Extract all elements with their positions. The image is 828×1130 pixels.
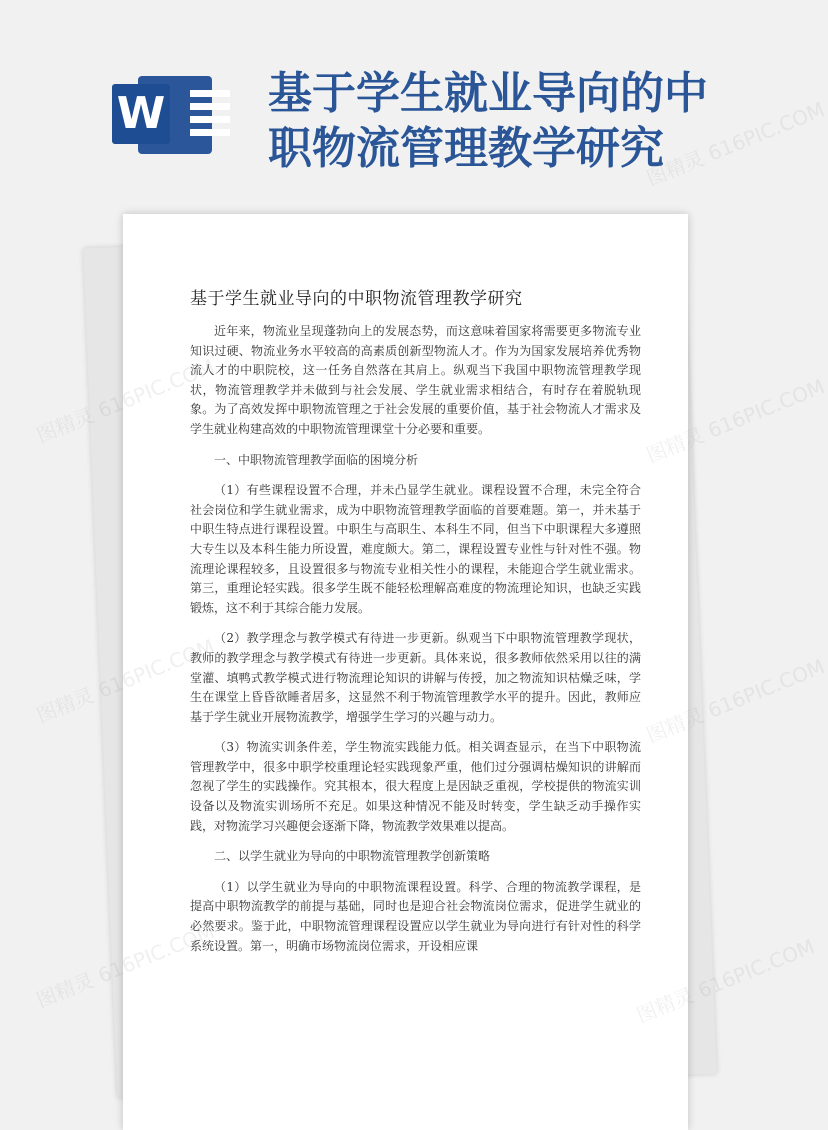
watermark: 图精灵 616PIC.COM [632,934,818,1028]
paragraph-1-2: （2）教学理念与教学模式有待进一步更新。纵观当下中职物流管理教学现状，教师的教学理念与教学模式有待进一步更新。具体来说，很多教师依然采用以往的满堂灌、填鸭式教学模式进行物流理论知识的讲解与传授，加之物流知识枯燥乏味，学生在课堂上昏昏欲睡者居多，这显然不利于物流管理教学水平的提升。因此，教师应基于学生就业开展物流教学，增强学生学习的兴趣与动力。 [190,631,641,724]
watermark: 图精灵 [32,682,98,728]
watermark: 图精灵 616PIC.COM [642,97,828,191]
document-page [123,214,688,1130]
section-heading-1: 一、中职物流管理教学面临的困境分析 [214,452,419,467]
word-icon-line [190,116,230,123]
word-icon-badge: W [112,84,170,144]
word-icon-line [190,90,230,97]
section-heading-2: 二、以学生就业为导向的中职物流管理教学创新策略 [214,849,491,864]
document-body [190,322,641,967]
banner [0,0,800,200]
paragraph-1-3: （3）物流实训条件差，学生物流实践能力低。相关调查显示，在当下中职物流管理教学中，很多中职学校重理论轻实践现象严重，他们过分强调枯燥知识的讲解而忽视了学生的实践操作。究其根本，很大程度上是因缺乏重视，学校提供的物流实训设备以及物流实训场所不充足。如果这种情况不能及时转变，学生缺乏动手操作实践，对物流学习兴趣便会逐渐下降，物流教学效果难以提高。 [190,740,641,833]
paragraph-2-1: （1）以学生就业为导向的中职物流课程设置。科学、合理的物流教学课程，是提高中职物流教学的前提与基础，同时也是迎合社会物流岗位需求，促进学生就业的必然要求。鉴于此，中职物流管理课程设置应以学生就业为导向进行有针对性的科学系统设置。第一，明确市场物流岗位需求，开设相应课 [190,879,641,953]
watermark: 图精灵 [32,967,98,1013]
word-icon-line [190,129,230,136]
document-title: 基于学生就业导向的中职物流管理教学研究 [190,289,523,309]
word-icon-line [190,103,230,110]
watermark: 图精灵 [32,402,98,448]
watermark: 图精灵 616PIC.COM [642,654,828,748]
banner-title [268,66,788,176]
banner-title-line2: 职物流管理教学研究 [268,123,664,174]
banner-title-line1: 基于学生就业导向的中 [268,68,708,119]
watermark: 图精灵 616PIC.COM [642,374,828,468]
paragraph-intro: 近年来，物流业呈现蓬勃向上的发展态势，而这意味着国家将需要更多物流专业知识过硬、物流业务水平较高的高素质创新型物流人才。作为为国家发展培养优秀物流人才的中职院校，这一任务自然落在其肩上。纵观当下我国中职物流管理教学现状，物流管理教学并未做到与社会发展、学生就业需求相结合，有时存在着脱轨现象。为了高效发挥中职物流管理之于社会发展的重要价值，基于社会物流人才需求及学生就业构建高效的中职物流管理课堂十分必要和重要。 [190,324,641,436]
word-document-icon [112,72,218,156]
paragraph-1-1: （1）有些课程设置不合理，并未凸显学生就业。课程设置不合理，未完全符合社会岗位和学生就业需求，成为中职物流管理教学面临的首要难题。第一，并未基于中职生特点进行课程设置。中职生与高职生、本科生不同，但当下中职课程大多遵照大专生以及本科生能力所设置，难度颇大。第二，课程设置专业性与针对性不强。物流理论课程较多，且设置很多与物流专业相关性小的课程，未能迎合学生就业需求。第三，重理论轻实践。很多学生既不能轻松理解高难度的物流理论知识，也缺乏实践锻炼，这不利于其综合能力发展。 [190,483,641,615]
